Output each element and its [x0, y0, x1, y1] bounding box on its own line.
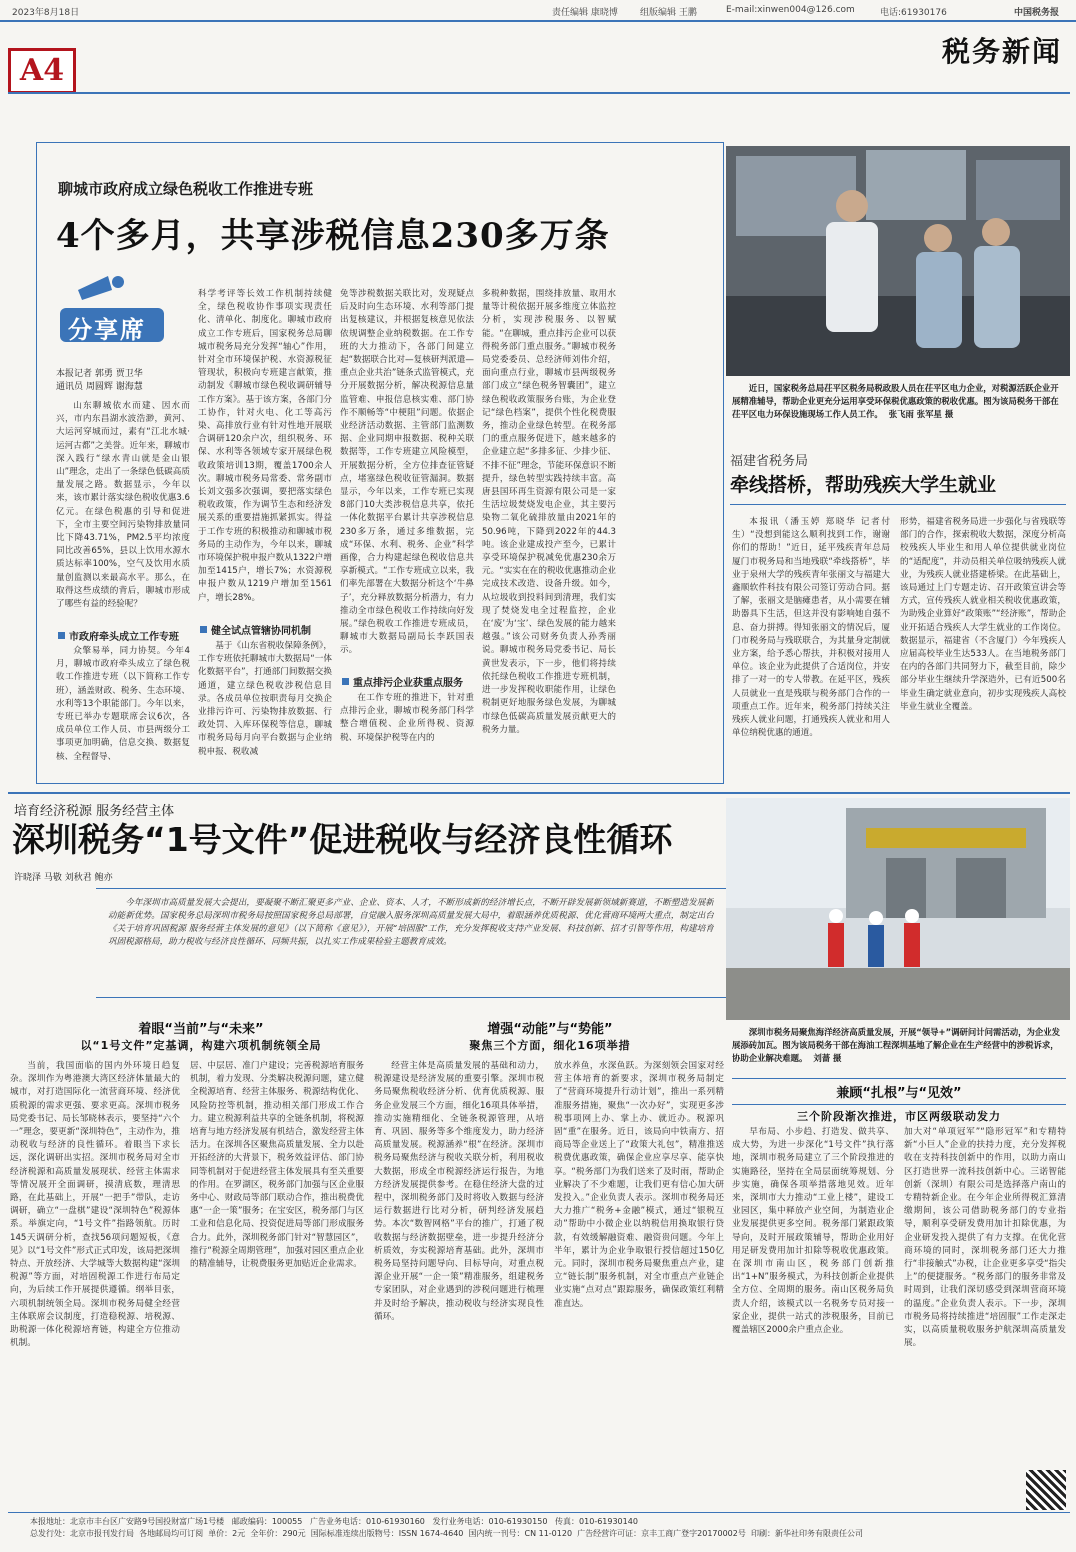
article-paragraph: 加大对“单项冠军”“隐形冠军”和专精特新“小巨人”企业的扶持力度，充分发挥税收在支持科技创新中的作用，以助力南山区打造世界一流科技创新中心。三诺智能创新（深圳）有限公司是选择落户南山的专精特新企业。在今年企业所得税汇算清缴期间，该公司借助税务部门的专业指导，顺利享受研发费用加计扣除优惠，为企业研发投入提供了有力支撑。在优化营商环境的同时，深圳税务部门还大力推行“非接触式”办税，让企业更多享受“指尖上”的便捷服务。“税务部门的服务非常及时周到，让我们深切感受到深圳营商环境的温度。”企业负责人表示。下一步，深圳市税务局将持续推进“培固服”工作走深走实，以高质量税收服务护航深圳高质量发展。 — [904, 1127, 1066, 1349]
article-title: 深圳税务“1号文件”促进税收与经济良性循环 — [12, 820, 673, 859]
article-paragraph: 居、中层居、准门户建设；完善税源培育服务机制，着力发现、分类解决税源问题，建立健全税源培育、经营主体服务、税源结构优化、风险防控等机制，推动相关部门形成工作合力。建立税源利益共享的全链条机制，将税源培育与地方经济发展有机结合，激发经营主体活力。在深圳各区聚焦高质量发展、全力以赴开拓经济的大背景下，税务效益评估、部门协同等机制对于促进经营主体发展具有至关重要的作用。在罗湖区，税务部门加强与区企业服务中心、财政局等部门联动合作，推出税费优惠“一企一策”服务；在宝安区，税务部门与区工业和信息化局、投资促进局等部门形成服务合力。此外，深圳税务部门针对“智慧园区”，推行“税源全周期管理”，加强对园区重点企业的精准辅导，让税费服务更加贴近企业需求。 — [190, 1061, 364, 1270]
news-photo — [726, 798, 1070, 1020]
footer-address: 本报地址：北京市丰台区广安路9号国投财富广场1号楼 — [30, 1517, 225, 1526]
footer-ad-phone: 广告业务电话：010-61930160 — [310, 1517, 425, 1526]
qr-code-icon[interactable] — [1026, 1470, 1066, 1510]
photo-caption — [732, 382, 1066, 418]
footer-issn: 国际标准连续出版物号：ISSN 1674-4640 — [310, 1529, 464, 1538]
photo-credit: 刘蔷 摄 — [813, 1053, 842, 1063]
column-header-subtitle: 三个阶段渐次推进，市区两级联动发力 — [797, 1110, 1001, 1123]
lead-box — [96, 888, 726, 998]
photo-caption — [732, 1026, 1066, 1062]
column-header-subtitle: 以“1号文件”定基调，构建六项机制统领全局 — [80, 1039, 322, 1052]
byline-correspondents: 通讯员 周圆辉 谢海慧 — [56, 382, 143, 392]
rule — [730, 504, 1066, 505]
column-header — [732, 1078, 1066, 1124]
column-header-subtitle: 聚焦三个方面，细化16项举措 — [469, 1039, 631, 1052]
article-paragraph: 免等涉税数据关联比对，发现疑点后及时向生态环境、水利等部门提出复核建议，并根据复核意见依法依规调整企业纳税数据。在工作专班的大力推动下，各部门间建立起“数据联合比对—复核研判派遣—重点企业共治”链条式监管模式，充分开展数据分析，解决税源信息量监管难、申报信息核实难、部门协作不顺畅等“中梗阻”问题。依据企业经济活动数据、主管部门监测数据、企业同期申报数据、税种关联数据等，工作专班建立风险模型，开展数据分析，全方位排查征管疑点，堵塞绿色税收征管漏洞。数据显示，今年以来，工作专班已实现8部门10大类涉税信息共享，依托一体化数据平台累计共享涉税信息230多万条，通过多维数据，完成“环保、水利、税务、企业”科学画像，合力构建起绿色税收信息共享新模式。“工作专班成立以来，我们率先部署在大数据分析这个‘牛鼻子’，充分释放数据分析潜力，有力推动全市绿色税收工作持续向好发展。”绿色税收工作推进专班成员，聊城市大数据局副局长李跃国表示。 — [340, 289, 474, 656]
masthead-strip — [0, 0, 1076, 20]
section-tag: 健全试点管辖协同机制 — [200, 622, 311, 637]
column-header — [36, 1018, 366, 1053]
article-paragraph: 众擎易举，同力协契。今年4月，聊城市政府牵头成立了绿色税收工作推进专班（以下简称工作专班），涵盖财政、税务、生态环境、水利等13个职能部门。今年以来，专班已举办专题联席会议6次，各成员单位工作人员、市县两级分工事项更加明确，信息交换、数据复核、全程督导、 — [56, 646, 190, 762]
article-paragraph: 科学考评等长效工作机制持续健全，绿色税收协作事项实现责任化、清单化、制度化。聊城市政府成立工作专班后，国家税务总局聊城市税务局充分发挥“轴心”作用，针对全市环境保护税、水资源税征管现状，积极向专班建言献策，推动制发《聊城市绿色税收调研辅导工作方案》。基于该方案，各部门分工协作，针对火电、化工等高污染、高排放行业有针对性地开展联合调研120余户次，组织税务、环保、水利等各领域专家开展绿色税收政策培训13期，覆盖1700余人次。聊城市税务局常委、常务副市长刘文强多次强调，要把落实绿色税收政策，作为调节生态和经济发展关系的重要措施抓紧抓实。得益于工作专班的积极推动和聊城市税务局的主动作为，今年以来，聊城市环境保护税申报户数从1322户增加至1415户，增长7%；水资源税申报户数从1219户增加至1561户，增长28%。 — [198, 289, 332, 603]
footer-license: 广告经营许可证：京丰工商广登字20170002号 — [577, 1529, 746, 1538]
article-paragraph: 本报讯（潘玉婷 郑晓华 记者付生）“没想到能这么顺利找到工作，谢谢你们的帮助！”近日，延平残疾青年总局厦门市税务局和当地残联“牵线搭桥”，毕业于泉州大学的残疾青年张丽文与福建大鑫顺软件科技有限公司签订劳动合同。据了解，张丽文是脑瘫患者，从小需要在辅助器具下生活，但这并没有影响她自强不息、奋力拼搏。得知张丽文的情况后，厦门市税务局与残联联合，为其量身定制就业方案，给予悉心帮扶，并积极对接用人单位。该企业为此提供了合适岗位，并安排了一对一的专人带教。在延平区，残疾人员就业一直是残联与税务部门合作的一项重点工作。近年来，税务部门持续关注残疾人就业问题，打通残疾人就业和用人单位纳税优惠的通道。 — [732, 517, 890, 739]
article-paragraph: 当前，我国面临的国内外环境日趋复杂。深圳作为粤港澳大湾区经济体量最大的城市，对打造国际化一流营商环境、经济优质税源的需求更强、要求更高。深圳市税务局党委书记、局长邹晓林表示，要坚持“六个一”理念，要更新“深圳特色”，主动作为，推动税收与经济的良性循环。着眼当下求长远，深化调研出实招。深圳市税务局对全市经济税源和高质量发展现状、经营主体需求等情况展开全面调研，摸清底数，理清思路，在此基础上，开展“一把手”带队，走访调研，确立“一盘棋”建设“深圳特色”税源体系。举旗定向，“1号文件”指路领航。历时145天调研分析，查找56项问题短板，《意见》以“1号文件”形式正式印发，该局把深圳特点、开放经济、大学城等大数据构建“深圳税源”等方面，对培固税源工作进行布局定向，为后续工作开展提供遵循。纲举目张，六项机制统领全局。深圳市税务局健全经营主体联席会议制度，打造稳税源、培税源、助税源一体化税源培育链，构建全方位推动机制。 — [10, 1061, 180, 1349]
divider-rule — [8, 792, 1070, 794]
column-header — [380, 1018, 720, 1053]
share-column-logo — [48, 268, 172, 354]
footer-line-1 — [30, 1516, 1070, 1528]
article-title: 4个多月，共享涉税信息230多万条 — [56, 216, 610, 256]
article-paragraph: 放水养鱼，水深鱼跃。为深刻领会国家对经营主体培育的新要求，深圳市税务局制定了“营商环境提升行动计划”，推出一系列精准服务措施，聚焦“一次办好”，实现更多涉税事项网上办、掌上办、就近办。税源巩固“重”在服务。近日，该局向中铁南方、招商局等企业送上了“政策大礼包”，精准推送税费优惠政策，确保企业应享尽享、能享快享。“税务部门为我们送来了及时雨，帮助企业解决了不少难题，让我们更有信心加大研发投入。”企业负责人表示。深圳市税务局还大力推广“税务+金融”模式，通过“银税互动”帮助中小微企业以纳税信用换取银行贷款，有效缓解融资难、融资贵问题。今年上半年，累计为企业争取银行授信超过150亿元。同时，深圳市税务局聚焦重点产业，建立“链长制”服务机制，对全市重点产业链企业实施“点对点”跟踪服务，确保政策红利精准直达。 — [554, 1061, 724, 1309]
article-paragraph: 多税种数据，围绕排放量、取用水量等计税依据开展多维度立体监控分析，实现涉税服务、以智赋能。“在聊城，重点排污企业可以获得税务部门重点服务。”聊城市税务局党委委员、总经济师刘伟介绍，面向重点行业，聊城市县两级税务部门成立“绿色税务智囊团”，建立绿色税收政策服务台账，为企业登记“绿色档案”，提供个性化税费服务，推动企业绿色转型。在税务部门的重点服务促进下，越来越多的企业建立起“多排多征、少排少征、不排不征”理念，节能环保意识不断提升，绿色转型实践持续丰富。高唐县国环再生资源有限公司是一家生活垃圾焚烧发电企业，其主要污染物二氧化硫排放量由2021年的50.96吨，下降到2022年的44.3吨。该企业建成投产至今，已累计享受环境保护税减免优惠230余万元。“实实在在的税收优惠推动企业完成技术改造、设备升级。如今，从垃圾收到投料间到清理，我们实现了焚烧发电全过程监控，企业在‘废’为‘宝’、绿色发展的能力越来越强。”该公司财务负责人孙秀丽说。聊城市税务局党委书记、局长黄世发表示，下一步，他们将持续依托绿色税收工作推进专班机制，进一步发挥税收职能作用，让绿色税制更好地服务绿色发展，为聊城市绿色低碳高质量发展贡献更大的税务力量。 — [482, 289, 616, 735]
article-paragraph: 基于《山东省税收保障条例》，工作专班依托聊城市大数据局“一体化数据平台”，打通部门间数据交换通道，建立绿色税收涉税信息目录。各成员单位按职责每月交换企业排污许可、污染物排放数据、行政处罚、入库环保税等信息，聊城市税务局每月向平台数据与企业纳税申报、税收减 — [198, 641, 332, 757]
article-paragraph: 形势，福建省税务局进一步强化与省残联等部门的合作，探索税收大数据，深度分析高校残疾人毕业生和用人单位提供就业岗位的“适配度”，并动员相关单位吸纳残疾人就业，为残疾人就业搭建桥梁。在此基础上，该局通过上门专题走访、召开政策宣讲会等方式，宣传残疾人就业相关税收优惠政策，为助残企业算好“政策账”“经济账”，帮助企业开拓适合残疾人大学生就业的工作岗位。数据显示，福建省（不含厦门）今年残疾人应届高校毕业生达533人。在当地税务部门在内的各部门共同努力下，截至目前，除少部分毕业生继续升学深造外，已有近500名毕业生确定就业意向，初步实现残疾人高校毕业生就业全覆盖。 — [900, 517, 1066, 712]
section-title: 税务新闻 — [941, 35, 1062, 68]
section-tag: 市政府牵头成立工作专班 — [58, 628, 179, 643]
footer — [30, 1516, 1070, 1540]
offshore-platform-photo-icon — [726, 798, 1070, 1020]
byline: 许晓泽 马敬 刘秋君 鲍亦 — [14, 873, 113, 883]
page-number: A4 — [8, 48, 76, 94]
article-paragraph: 在工作专班的推进下，针对重点排污企业，聊城市税务部门科学整合增值税、企业所得税、资源税、环境保护税等在内的 — [340, 693, 474, 743]
article-title: 牵线搭桥，帮助残疾大学生就业 — [730, 474, 997, 496]
top-rule — [0, 20, 1076, 22]
footer-cn: 国内统一刊号：CN 11-0120 — [468, 1529, 573, 1538]
paper-name: 中国税务报 — [1014, 8, 1060, 18]
section-tag: 重点排污企业获重点服务 — [342, 674, 463, 689]
article-paragraph: 早布局、小步趋、打造发、做共享、成大势，为进一步深化“1号文件”执行落地，深圳市税务局建立了三个阶段推进的实施路径，坚持在全局层面统筹规划、分步实施，确保各项举措落地见效。近年来，深圳市大力推动“工业上楼”，建设工业园区，集中释放产业空间，为制造业企业发展提供更多空间。税务部门紧跟政策导向，及时开展政策辅导，帮助企业用好用足研发费用加计扣除等税收优惠政策。在深圳市南山区，税务部门创新推出“1+N”服务模式，为科技创新企业提供全方位、全周期的服务。南山区税务局负责人介绍，该模式以一名税务专员对接一家企业，提供一站式的涉税服务，目前已覆盖辖区2000余户重点企业。 — [732, 1127, 894, 1336]
news-photo — [726, 146, 1070, 376]
column-header-title: 增强“动能”与“势能” — [487, 1022, 613, 1037]
footer-line-2 — [30, 1528, 1070, 1540]
section-rule — [8, 92, 1070, 94]
footer-price: 单价：2元 — [208, 1529, 246, 1538]
footer-rule — [8, 1512, 1070, 1513]
lead-paragraph: 今年深圳市高质量发展大会提出，要凝聚不断汇聚更多产业、企业、资本、人才，不断形成新的经济增长点，不断开辟发展新领域新赛道，不断塑造发展新动能新优势。国家税务总局深圳市税务局按照国家税务总局部署，自觉融入服务深圳高质量发展大局中，着眼涵养优质税源、优化营商环境两大重点，制定出台《关于培育巩固税源 服务经营主体发展的意见》（以下简称《意见》），开展“培固服”工作，充分发挥税收支持产业发展、科技创新、招才引智等作用，构建培育巩固税源格局，助力税收与经济良性循环、同频共振，以扎实工作成果检验主题教育成效。 — [108, 898, 714, 947]
layout-editor: 组版编辑 王鹏 — [640, 8, 697, 18]
byline — [56, 368, 143, 394]
byline-reporters: 本报记者 郭勇 贾卫华 — [56, 369, 143, 379]
article-kicker: 福建省税务局 — [730, 454, 809, 469]
photo-caption-text: 近日，国家税务总局茌平区税务局税政股人员在茌平区电力企业，对税源活跃企业开展精准辅导，帮助企业更充分运用享受环保税优惠政策的税收优惠。图为该局税务干部在茌平区电力环保设施现场工作人员工作。 — [732, 383, 1059, 419]
footer-printer: 印刷：新华社印务有限责任公司 — [750, 1529, 863, 1538]
footer-publisher: 总发行处：北京市报刊发行局 — [30, 1529, 134, 1538]
editor: 责任编辑 康晓博 — [552, 8, 618, 18]
article-subtitle: 聊城市政府成立绿色税收工作推进专班 — [58, 180, 314, 198]
footer-postcode: 邮政编码：100055 — [231, 1517, 303, 1526]
footer-order: 各地邮局均可订阅 — [139, 1529, 204, 1538]
article-paragraph: 山东聊城依水而建、因水而兴，市内东昌湖水波浩渺，黄河、大运河穿城而过，素有“江北水城·运河古都”之美誉。近年来，聊城市深入践行“绿水青山就是金山银山”理念，走出了一条绿色低碳高质量发展之路。数据显示，今年以来，该市累计落实绿色税收优惠3.6亿元。在绿色税惠的引导和促进下，全市主要空间污染物排放量同比下降43.71%，PM2.5平均浓度同比改善65%，县以上饮用水源水质达标率100%，空气及饮用水质量创监测以来最高水平。那么，在取得这些成绩的背后，聊城市形成了哪些有益的经验呢？ — [56, 401, 190, 610]
share-column-logo-text: 分享席 — [68, 316, 146, 344]
issue-date: 2023年8月18日 — [12, 8, 80, 18]
column-header-title: 着眼“当前”与“未来” — [138, 1022, 264, 1037]
phone: 电话:61930176 — [880, 8, 947, 18]
photo-caption-text: 深圳市税务局聚焦海洋经济高质量发展，开展“领导+”调研问计问需活动，为企业发展添砖加瓦。图为该局税务干部在海油工程深圳基地了解企业在生产经营中的涉税诉求，协助企业解决难题。 — [732, 1027, 1060, 1063]
article-kicker: 培育经济税源 服务经营主体 — [14, 804, 175, 819]
footer-fax: 传真：010-61930140 — [555, 1517, 638, 1526]
photo-credit: 张飞雨 张军星 摄 — [888, 409, 954, 419]
article-paragraph: 经营主体是高质量发展的基础和动力，税源建设是经济发展的重要引擎。深圳市税务局聚焦税收经济分析、优育优质税源、服务企业发展三个方面，细化16项具体举措，推动实施精细化、全链条税源管理，从培育、巩固、服务等多个维度发力，助力经济高质量发展。税源涵养“根”在经济。深圳市税务局聚焦经济与税收关联分析，利用税收大数据，形成全市税源经济运行报告，为地方经济发展提供参考。在稳住经济大盘的过程中，深圳税务部门及时将收入数据与经济运行数据进行比对分析，研判经济发展趋势。本次“数智网格”平台的推广，打通了税收数据与经济数据壁垒，进一步提升经济分析质效，夯实税源培育基础。此外，深圳市税务局坚持问题导向、目标导向，对重点税源企业开展“一企一策”精准服务，组建税务专家团队，对企业遇到的涉税问题进行梳理并及时给予解决，推动税收与经济实现良性循环。 — [374, 1061, 544, 1322]
footer-dist-phone: 发行业务电话：010-61930150 — [432, 1517, 548, 1526]
email: E-mail:xinwen004@126.com — [726, 5, 855, 15]
footer-annual-price: 全年价：290元 — [250, 1529, 306, 1538]
column-header-title: 兼顾“扎根”与“见效” — [732, 1078, 1066, 1105]
control-room-photo-icon — [726, 146, 1070, 376]
